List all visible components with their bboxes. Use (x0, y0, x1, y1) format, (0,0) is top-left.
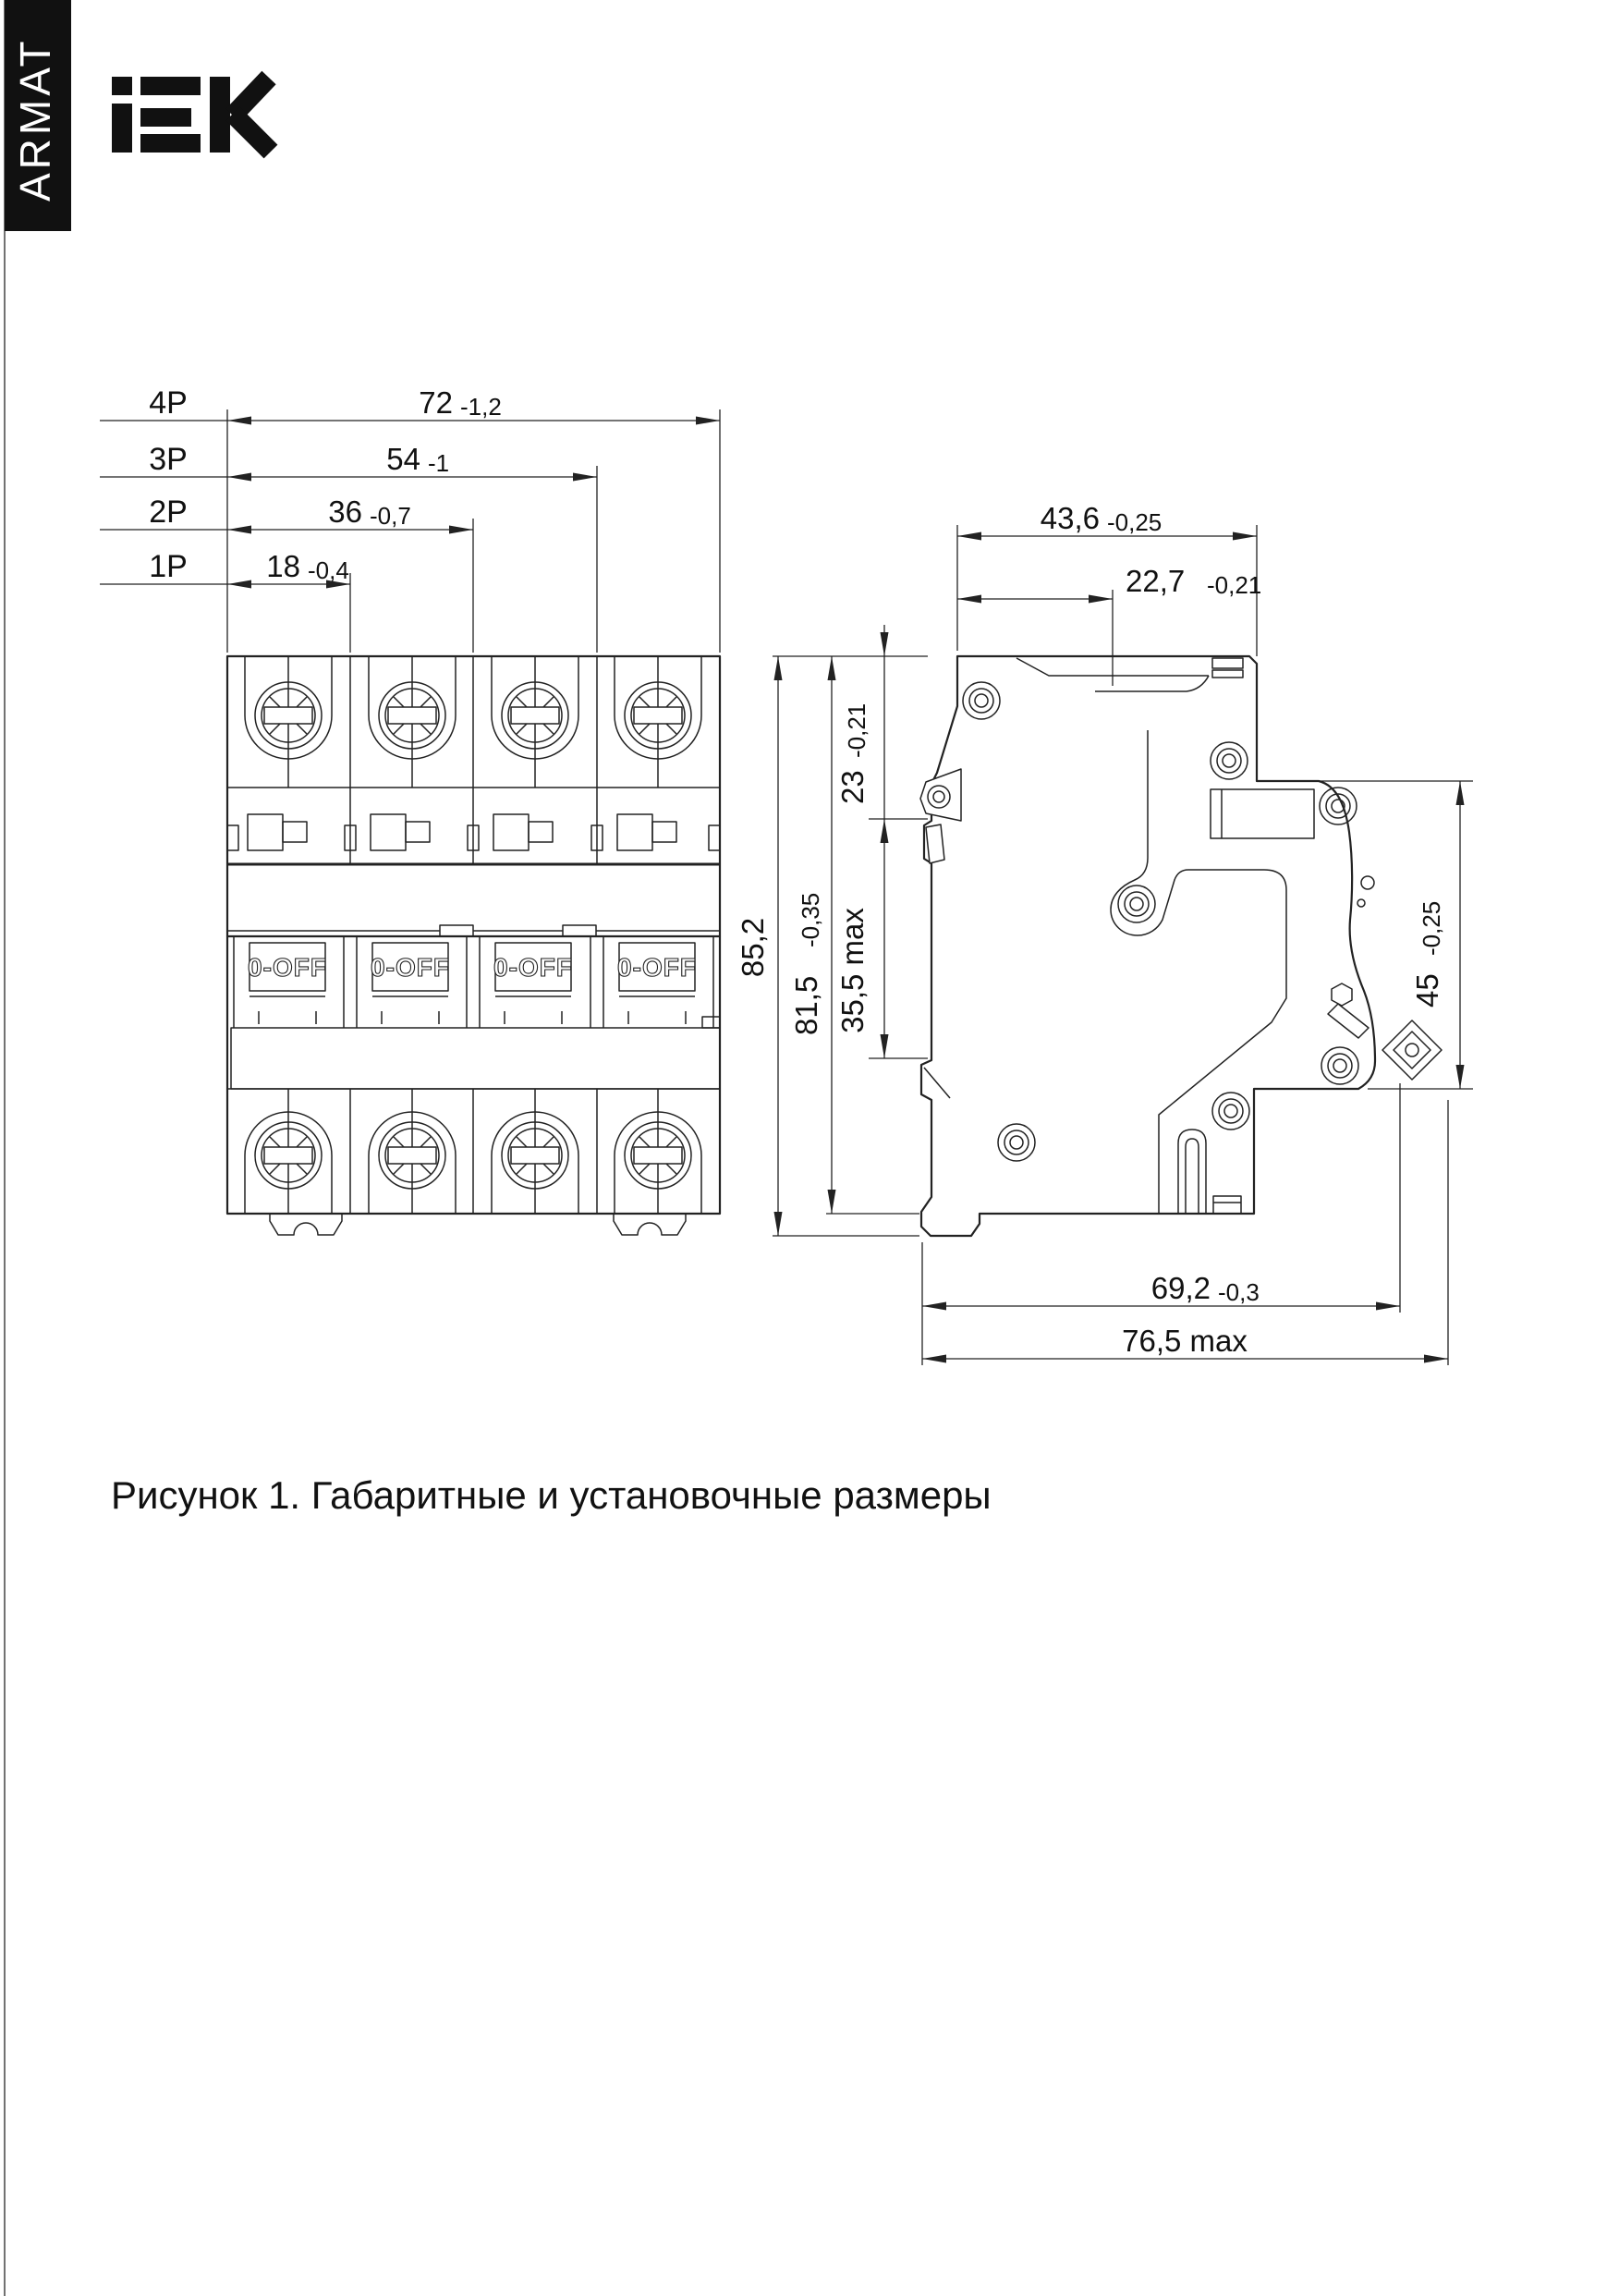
terminal-screw (615, 1089, 701, 1214)
dim-4p (100, 385, 720, 425)
toggle-handle (248, 943, 327, 1024)
dim-2p (100, 495, 473, 534)
side-terminal-opening (1211, 789, 1314, 838)
dim-height-body-tol: -0,35 (797, 892, 824, 947)
terminal-screw (492, 1089, 578, 1214)
pole-label-4p: 4P (149, 385, 188, 421)
iek-logo-icon (112, 77, 271, 153)
rivet (1211, 742, 1248, 779)
terminal-screw (369, 1089, 456, 1214)
toggle-label: 0-OFF (248, 953, 327, 982)
toggle-label: 0-OFF (617, 953, 697, 982)
side-dimensions (736, 501, 1473, 1365)
armat-label: ARMAT (11, 37, 59, 202)
dim-rail-zone-value: 35,5 max (835, 908, 870, 1033)
figure-caption: Рисунок 1. Габаритные и установочные размеры (111, 1473, 992, 1517)
dim-2p-value: 36 (328, 495, 362, 529)
dim-depth-total (922, 1100, 1448, 1365)
dim-3p-tol: -1 (428, 449, 450, 477)
front-extension-lines (227, 409, 720, 653)
front-upper-band (227, 864, 720, 936)
dim-depth-top-tol: -0,25 (1107, 508, 1163, 536)
rivet (1212, 1093, 1249, 1130)
dim-depth-top-value: 43,6 (1040, 501, 1100, 535)
side-bottom-details (1178, 1130, 1241, 1214)
front-view (100, 385, 720, 1235)
dim-top-to-rail-tol: -0,21 (843, 702, 870, 758)
dim-terminal-section-tol: -0,25 (1418, 900, 1445, 956)
dim-depth-mount-tol: -0,3 (1218, 1278, 1260, 1306)
toggle-handle (493, 943, 573, 1024)
dim-4p-tol: -1,2 (460, 393, 502, 421)
dim-1p-tol: -0,4 (308, 556, 349, 584)
rivet (1321, 1047, 1358, 1084)
toggle-label: 0-OFF (371, 953, 450, 982)
front-din-clips (270, 1214, 686, 1235)
armat-sidebar (5, 0, 71, 231)
terminal-screw (245, 656, 332, 788)
dim-front-to-rail-tol: -0,21 (1207, 571, 1262, 599)
toggle-handle (371, 943, 450, 1024)
dim-depth-mount-value: 69,2 (1150, 1271, 1211, 1305)
side-view (920, 656, 1442, 1236)
dim-3p-value: 54 (386, 442, 420, 476)
terminal-screw (369, 656, 456, 788)
toggle-handle (617, 943, 697, 1024)
side-top-details (1016, 658, 1243, 691)
rivet (1118, 885, 1155, 922)
rivet (1320, 788, 1357, 824)
dim-3p (100, 442, 597, 482)
side-window-contour (1111, 730, 1286, 1214)
dim-height-total-value: 85,2 (736, 917, 770, 978)
pole-label-3p: 3P (149, 442, 188, 477)
terminal-screw (492, 656, 578, 788)
dim-top-to-rail (835, 625, 928, 1058)
dim-terminal-section-value: 45 (1410, 973, 1444, 1008)
pole-label-1p: 1P (149, 549, 188, 584)
dim-front-to-rail (957, 564, 1261, 686)
dim-height-body-value: 81,5 (789, 975, 823, 1035)
front-lower-band (227, 1017, 720, 1089)
dim-2p-tol: -0,7 (370, 502, 411, 530)
dim-1p (100, 549, 350, 589)
pole-label-2p: 2P (149, 495, 188, 530)
rivet (963, 682, 1000, 719)
dim-front-to-rail-value: 22,7 (1126, 564, 1186, 598)
toggle-label: 0-OFF (493, 953, 573, 982)
terminal-screw (245, 1089, 332, 1214)
dim-1p-value: 18 (266, 549, 300, 583)
rivet (998, 1124, 1035, 1161)
dim-depth-total-value: 76,5 max (1122, 1324, 1248, 1358)
dim-4p-value: 72 (419, 385, 453, 420)
dim-top-to-rail-value: 23 (835, 770, 870, 804)
terminal-screw (615, 656, 701, 788)
front-toggle-row (227, 936, 720, 1028)
